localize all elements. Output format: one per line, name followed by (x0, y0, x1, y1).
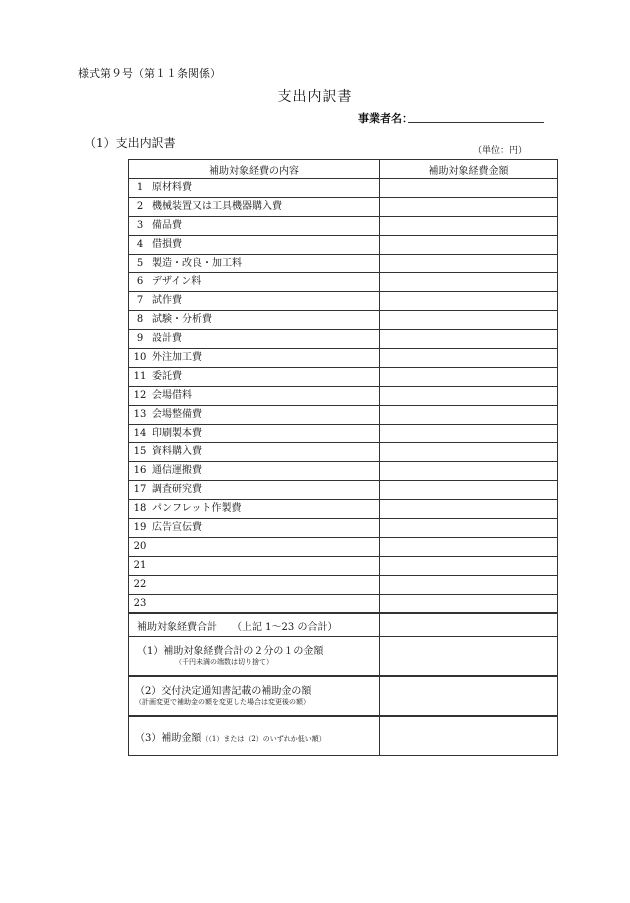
item-content-cell (129, 235, 380, 254)
item-label: パンフレット作製費 (152, 503, 242, 515)
item-label: 試験・分析費 (152, 314, 212, 326)
item-content-cell (129, 179, 380, 198)
item-number: 16 (133, 465, 147, 477)
item-number: 21 (133, 559, 147, 571)
item-label: 印刷製本費 (152, 427, 202, 439)
table-row (129, 216, 558, 235)
half-amount-cell[interactable] (380, 637, 558, 677)
table-row (129, 575, 558, 594)
unit-label: （単位：円） (472, 146, 527, 156)
table-header-row (129, 160, 558, 179)
item-label: 備品費 (152, 219, 182, 231)
table-row (129, 235, 558, 254)
item-number: 7 (136, 295, 144, 307)
item-label: 会場借料 (152, 389, 192, 401)
final-amount-cell[interactable] (380, 716, 558, 756)
item-amount-cell[interactable] (380, 367, 558, 386)
item-number: 6 (136, 276, 144, 288)
table-row (129, 386, 558, 405)
item-number: 20 (133, 540, 147, 552)
total-label: 補助対象経費合計 (137, 621, 217, 633)
item-number: 9 (136, 333, 144, 345)
final-amount-row (129, 716, 558, 756)
table-row (129, 367, 558, 386)
item-number: 12 (133, 389, 147, 401)
item-amount-cell[interactable] (380, 292, 558, 311)
item-content-cell (129, 500, 380, 519)
item-amount-cell[interactable] (380, 405, 558, 424)
item-number: 22 (133, 578, 147, 590)
item-content-cell (129, 254, 380, 273)
table-row (129, 537, 558, 556)
item-content-cell (129, 405, 380, 424)
item-amount-cell[interactable] (380, 594, 558, 613)
item-label: 外注加工費 (152, 351, 202, 363)
item-content-cell (129, 197, 380, 216)
item-amount-cell[interactable] (380, 349, 558, 368)
item-number: 1 (136, 181, 144, 193)
table-row (129, 405, 558, 424)
item-amount-cell[interactable] (380, 235, 558, 254)
table-row (129, 349, 558, 368)
item-label: デザイン料 (152, 276, 202, 288)
table-row (129, 556, 558, 575)
expense-items (129, 179, 558, 614)
operator-name-field[interactable] (408, 122, 544, 123)
item-amount-cell[interactable] (380, 311, 558, 330)
table-row (129, 311, 558, 330)
item-label: 設計費 (152, 333, 182, 345)
item-label: 広告宣伝費 (152, 521, 202, 533)
item-content-cell (129, 443, 380, 462)
table-row (129, 292, 558, 311)
item-label: 機械装置又は工具機器購入費 (152, 200, 282, 212)
item-label: 原材料費 (152, 181, 192, 193)
item-amount-cell[interactable] (380, 386, 558, 405)
item-amount-cell[interactable] (380, 216, 558, 235)
item-number: 8 (136, 314, 144, 326)
item-number: 23 (133, 597, 147, 609)
half-amount-label-cell (129, 637, 380, 677)
item-label: 借損費 (152, 238, 182, 250)
final-label: （3）補助金額 (135, 732, 202, 744)
table-row (129, 443, 558, 462)
item-label: 調査研究費 (152, 484, 202, 496)
item-content-cell (129, 292, 380, 311)
item-amount-cell[interactable] (380, 537, 558, 556)
item-content-cell (129, 424, 380, 443)
item-amount-cell[interactable] (380, 519, 558, 538)
item-number: 5 (136, 257, 144, 269)
decision-label-cell (129, 676, 380, 716)
table-row (129, 462, 558, 481)
table-row (129, 481, 558, 500)
table-row (129, 273, 558, 292)
item-content-cell (129, 462, 380, 481)
item-amount-cell[interactable] (380, 273, 558, 292)
item-amount-cell[interactable] (380, 481, 558, 500)
table-row (129, 500, 558, 519)
item-content-cell (129, 216, 380, 235)
table-row (129, 594, 558, 613)
item-label: 試作費 (152, 295, 182, 307)
item-content-cell (129, 330, 380, 349)
item-amount-cell[interactable] (380, 500, 558, 519)
decision-amount-cell[interactable] (380, 676, 558, 716)
item-amount-cell[interactable] (380, 443, 558, 462)
item-number: 13 (133, 408, 147, 420)
item-amount-cell[interactable] (380, 254, 558, 273)
item-amount-cell[interactable] (380, 424, 558, 443)
item-label: 委託費 (152, 370, 182, 382)
table-row (129, 254, 558, 273)
column-header-content: 補助対象経費の内容 (129, 160, 380, 179)
item-number: 17 (133, 484, 147, 496)
item-content-cell (129, 367, 380, 386)
item-content-cell (129, 575, 380, 594)
item-content-cell (129, 556, 380, 575)
item-amount-cell[interactable] (380, 462, 558, 481)
item-label: 通信運搬費 (152, 465, 202, 477)
table-row (129, 197, 558, 216)
expense-table (128, 159, 558, 756)
item-content-cell (129, 349, 380, 368)
item-content-cell (129, 273, 380, 292)
item-label: 資料購入費 (152, 446, 202, 458)
item-content-cell (129, 594, 380, 613)
form-number: 様式第９号（第１１条関係） (78, 67, 221, 80)
item-content-cell (129, 386, 380, 405)
table-row (129, 330, 558, 349)
total-amount-cell[interactable] (380, 613, 558, 637)
document-title: 支出内訳書 (277, 89, 353, 105)
final-note: （（1）または（2）のいずれか低い額） (201, 734, 326, 743)
decision-label: （2）交付決定通知書記載の補助金の額 (135, 686, 312, 698)
total-note: （上記 1〜23 の合計） (237, 621, 338, 633)
item-amount-cell[interactable] (380, 179, 558, 198)
item-number: 3 (136, 219, 144, 231)
total-label-cell (129, 613, 380, 637)
item-amount-cell[interactable] (380, 575, 558, 594)
item-label: 会場整備費 (152, 408, 202, 420)
half-amount-note: （千円未満の端数は切り捨て） (175, 658, 273, 667)
item-number: 18 (133, 503, 147, 515)
decision-amount-row (129, 676, 558, 716)
table-row (129, 519, 558, 538)
item-number: 4 (136, 238, 144, 250)
item-number: 11 (133, 370, 147, 382)
item-amount-cell[interactable] (380, 197, 558, 216)
section-heading: （1）支出内訳書 (84, 136, 176, 150)
item-label: 製造・改良・加工料 (152, 257, 242, 269)
item-number: 10 (133, 351, 147, 363)
operator-name-label: 事業者名： (358, 112, 413, 125)
item-content-cell (129, 537, 380, 556)
half-amount-label: （1）補助対象経費合計の２分の１の金額 (137, 646, 324, 658)
item-content-cell (129, 519, 380, 538)
final-label-cell (129, 716, 380, 756)
half-amount-row (129, 637, 558, 677)
item-amount-cell[interactable] (380, 330, 558, 349)
column-header-amount: 補助対象経費金額 (380, 160, 558, 179)
table-row (129, 179, 558, 198)
item-amount-cell[interactable] (380, 556, 558, 575)
item-number: 15 (133, 446, 147, 458)
item-number: 2 (136, 200, 144, 212)
table-row (129, 424, 558, 443)
item-content-cell (129, 481, 380, 500)
item-number: 19 (133, 521, 147, 533)
decision-note: （計画変更で補助金の額を変更した場合は変更後の額） (135, 698, 310, 707)
item-content-cell (129, 311, 380, 330)
total-row (129, 613, 558, 637)
item-number: 14 (133, 427, 147, 439)
